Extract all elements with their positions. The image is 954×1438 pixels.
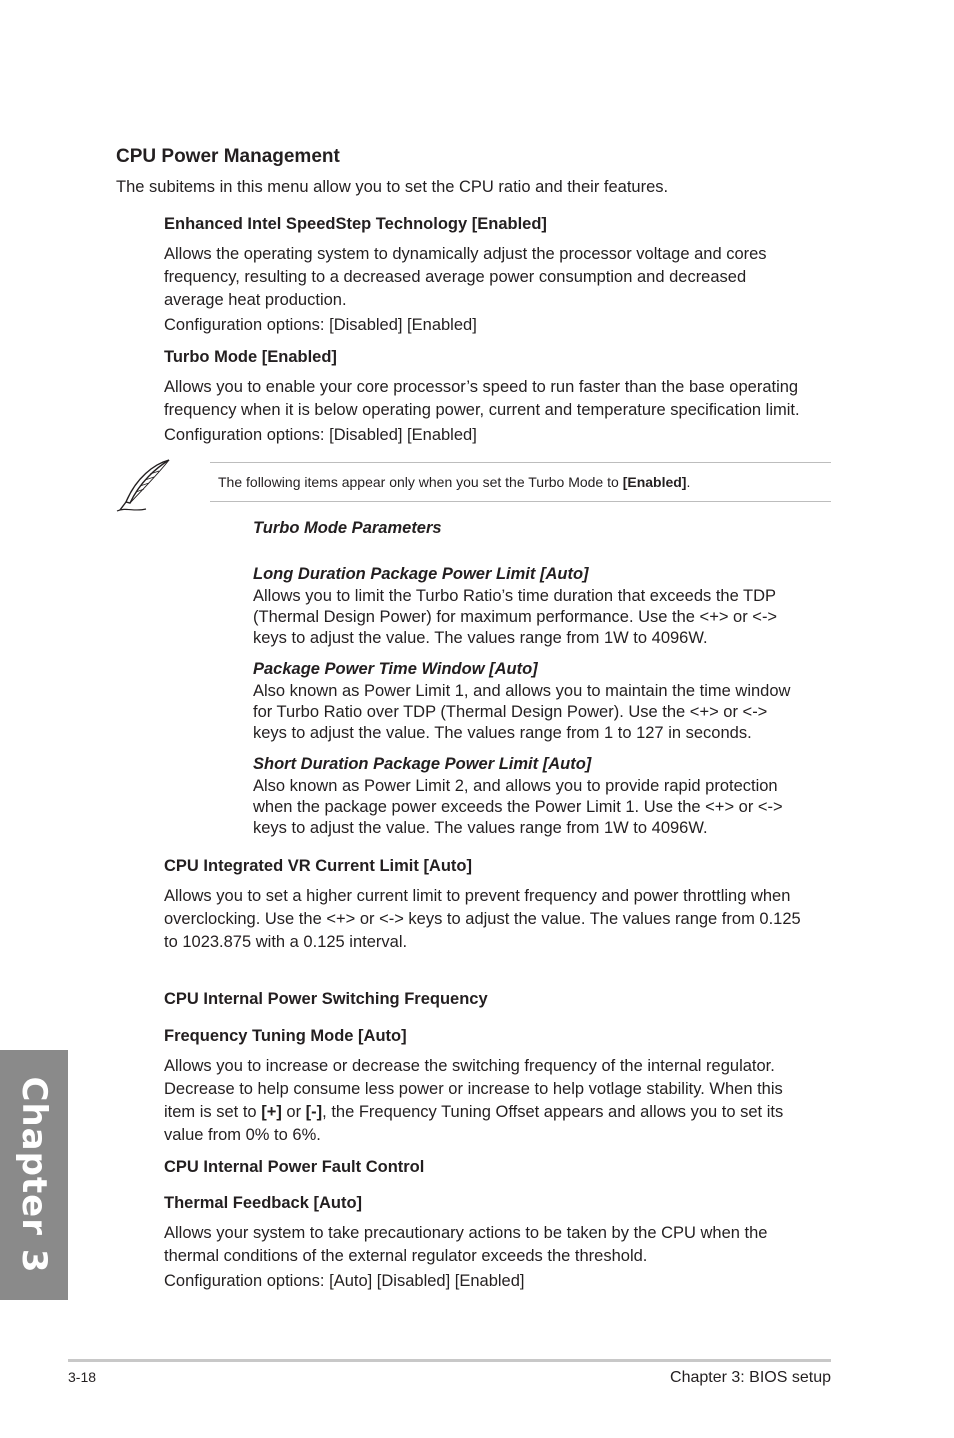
freq-tuning-desc-1: Allows you to increase or decrease the switching frequency of the internal regulator. [164, 1057, 775, 1075]
chapter-side-tab [0, 1050, 68, 1300]
freq-desc-3d: [-] [305, 1103, 323, 1121]
vr-limit-desc-3: to 1023.875 with a 0.125 interval. [164, 933, 408, 951]
vr-limit-desc-1: Allows you to set a higher current limit to prevent frequency and power throttling when [164, 887, 791, 905]
fault-control-title: CPU Internal Power Fault Control [164, 1158, 425, 1176]
turbo-params-title: Turbo Mode Parameters [253, 519, 442, 537]
freq-tuning-desc-2: Decrease to help consume less power or increase to help votlage stability. When this [164, 1080, 783, 1098]
turbo-desc-1: Allows you to enable your core processor’s speed to run faster than the base operating [164, 378, 799, 396]
vr-limit-title: CPU Integrated VR Current Limit [Auto] [164, 857, 472, 875]
switching-freq-title: CPU Internal Power Switching Frequency [164, 990, 488, 1008]
eist-desc-3: average heat production. [164, 291, 347, 309]
section-title: CPU Power Management [116, 146, 340, 167]
note-top-rule [210, 462, 831, 463]
note-text-bold: [Enabled] [622, 474, 687, 490]
eist-options: Configuration options: [Disabled] [Enabled] [164, 316, 477, 334]
turbo-options: Configuration options: [Disabled] [Enabled] [164, 426, 477, 444]
section-intro: The subitems in this menu allow you to set the CPU ratio and their features. [116, 178, 669, 196]
freq-tuning-title: Frequency Tuning Mode [Auto] [164, 1027, 407, 1045]
long-duration-desc-2: (Thermal Design Power) for maximum performance. Use the <+> or <-> [253, 608, 778, 626]
note-text [218, 474, 690, 490]
short-duration-desc-1: Also known as Power Limit 2, and allows you to provide rapid protection [253, 777, 778, 795]
freq-desc-3a: item is set to [164, 1103, 262, 1121]
eist-title: Enhanced Intel SpeedStep Technology [Enabled] [164, 215, 547, 233]
footer-rule [68, 1359, 831, 1362]
turbo-desc-2: frequency when it is below operating power, current and temperature specification limit. [164, 401, 800, 419]
page-number: 3-18 [68, 1369, 97, 1385]
note-text-end: . [686, 474, 691, 490]
eist-desc-1: Allows the operating system to dynamically adjust the processor voltage and cores [164, 245, 767, 263]
short-duration-desc-2: when the package power exceeds the Power Limit 1. Use the <+> or <-> [253, 798, 783, 816]
long-duration-title: Long Duration Package Power Limit [Auto] [253, 565, 589, 583]
freq-tuning-desc-3 [164, 1101, 783, 1124]
chapter-tab-label: Chapter 3 [14, 1076, 54, 1274]
short-duration-desc-3: keys to adjust the value. The values range from 1W to 4096W. [253, 819, 708, 837]
short-duration-title: Short Duration Package Power Limit [Auto] [253, 755, 592, 773]
thermal-feedback-options: Configuration options: [Auto] [Disabled] [Enabled] [164, 1272, 525, 1290]
note-bottom-rule [210, 501, 831, 502]
footer-chapter: Chapter 3: BIOS setup [670, 1369, 831, 1386]
freq-desc-3b: [+] [261, 1103, 282, 1121]
freq-desc-3e: , the Frequency Tuning Offset appears and allows you to set its [322, 1103, 784, 1121]
long-duration-desc-3: keys to adjust the value. The values range from 1W to 4096W. [253, 629, 708, 647]
thermal-feedback-title: Thermal Feedback [Auto] [164, 1194, 363, 1212]
time-window-title: Package Power Time Window [Auto] [253, 660, 538, 678]
time-window-desc-1: Also known as Power Limit 1, and allows you to maintain the time window [253, 682, 791, 700]
freq-desc-3c: or [281, 1103, 306, 1121]
note-text-main: The following items appear only when you set the Turbo Mode to [218, 474, 623, 490]
time-window-desc-2: for Turbo Ratio over TDP (Thermal Design Power). Use the <+> or <-> [253, 703, 768, 721]
vr-limit-desc-2: overclocking. Use the <+> or <-> keys to adjust the value. The values range from 0.125 [164, 910, 801, 928]
thermal-feedback-desc-2: thermal conditions of the external regulator exceeds the threshold. [164, 1247, 648, 1265]
feather-pen-icon [114, 456, 174, 514]
turbo-title: Turbo Mode [Enabled] [164, 348, 337, 366]
thermal-feedback-desc-1: Allows your system to take precautionary actions to be taken by the CPU when the [164, 1224, 768, 1242]
freq-tuning-desc-4: value from 0% to 6%. [164, 1126, 321, 1144]
time-window-desc-3: keys to adjust the value. The values range from 1 to 127 in seconds. [253, 724, 752, 742]
eist-desc-2: frequency, resulting to a decreased average power consumption and decreased [164, 268, 747, 286]
long-duration-desc-1: Allows you to limit the Turbo Ratio’s time duration that exceeds the TDP [253, 587, 777, 605]
